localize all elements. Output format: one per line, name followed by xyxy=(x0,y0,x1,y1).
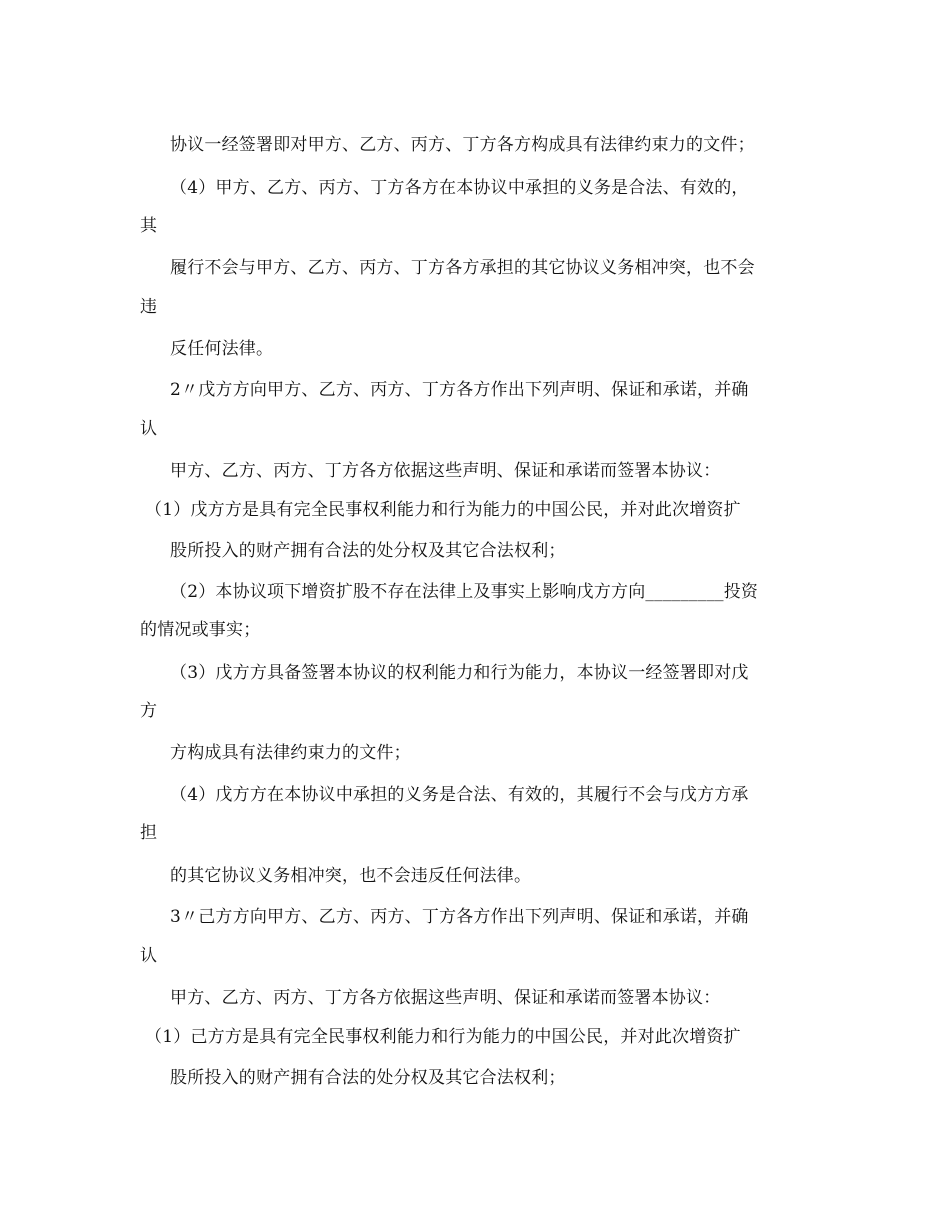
text-line: 其 xyxy=(140,216,158,236)
text-line: （3）戊方方具备签署本协议的权利能力和行为能力，本协议一经签署即对戊 xyxy=(170,663,749,683)
text-line: 股所投入的财产拥有合法的处分权及其它合法权利； xyxy=(170,1068,566,1088)
text-line: 2〃戊方方向甲方、乙方、丙方、丁方各方作出下列声明、保证和承诺，并确 xyxy=(170,380,749,400)
text-line: 方构成具有法律约束力的文件； xyxy=(170,743,411,763)
text-line: 认 xyxy=(140,419,158,439)
text-line: 的其它协议义务相冲突，也不会违反任何法律。 xyxy=(170,866,532,886)
text-line: 股所投入的财产拥有合法的处分权及其它合法权利； xyxy=(170,541,566,561)
text-line: 履行不会与甲方、乙方、丙方、丁方各方承担的其它协议义务相冲突，也不会 xyxy=(170,258,755,278)
text-line: （2）本协议项下增资扩股不存在法律上及事实上影响戊方方向_________投资 xyxy=(170,582,759,602)
text-line: 反任何法律。 xyxy=(170,339,274,359)
text-line: 违 xyxy=(140,297,158,317)
text-line: （1）己方方是具有完全民事权利能力和行为能力的中国公民，并对此次增资扩 xyxy=(145,1027,741,1047)
text-line: 甲方、乙方、丙方、丁方各方依据这些声明、保证和承诺而签署本协议： xyxy=(170,988,721,1008)
text-line: （4）戊方方在本协议中承担的义务是合法、有效的，其履行不会与戊方方承 xyxy=(170,785,749,805)
text-line: （1）戊方方是具有完全民事权利能力和行为能力的中国公民，并对此次增资扩 xyxy=(145,500,741,520)
text-line: 的情况或事实； xyxy=(140,620,261,640)
text-line: 认 xyxy=(140,946,158,966)
text-line: （4）甲方、乙方、丙方、丁方各方在本协议中承担的义务是合法、有效的， xyxy=(170,178,749,198)
text-line: 协议一经签署即对甲方、乙方、丙方、丁方各方构成具有法律约束力的文件； xyxy=(170,135,755,155)
text-line: 担 xyxy=(140,823,158,843)
text-line: 方 xyxy=(140,701,158,721)
text-line: 甲方、乙方、丙方、丁方各方依据这些声明、保证和承诺而签署本协议： xyxy=(170,461,721,481)
text-line: 3〃己方方向甲方、乙方、丙方、丁方各方作出下列声明、保证和承诺，并确 xyxy=(170,907,749,927)
